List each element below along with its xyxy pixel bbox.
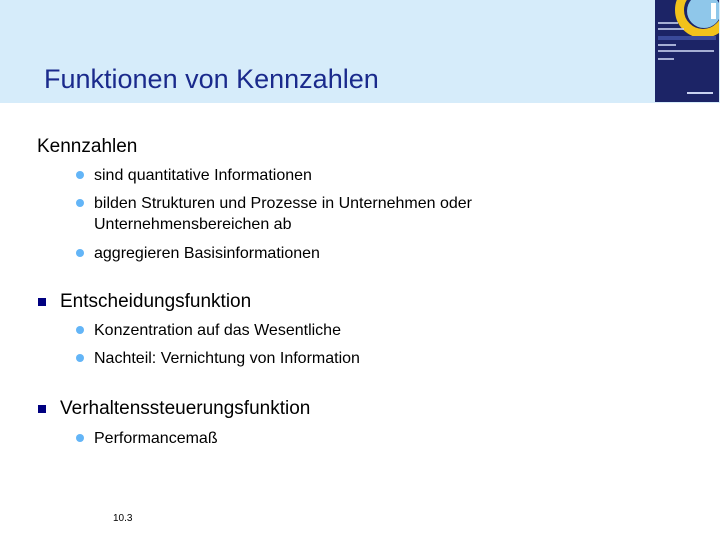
intro-bullet-2: bilden Strukturen und Prozesse in Unternehmen oder Unternehmensbereichen ab <box>94 195 472 233</box>
page-number: 10.3 <box>113 513 133 524</box>
round-bullet <box>76 171 84 179</box>
round-bullet <box>76 199 84 207</box>
square-bullet <box>38 405 46 413</box>
intro-heading: Kennzahlen <box>37 136 138 157</box>
square-bullet <box>38 298 46 306</box>
section-1-bullet-1: Konzentration auf das Wesentliche <box>94 322 341 339</box>
intro-bullet-3: aggregieren Basisinformationen <box>94 245 320 262</box>
section-verhaltenssteuerungsfunktion: Verhaltenssteuerungsfunktion <box>60 398 311 419</box>
slide-title: Funktionen von Kennzahlen <box>44 64 379 94</box>
section-1-bullet-2: Nachteil: Vernichtung von Information <box>94 350 360 367</box>
round-bullet <box>76 354 84 362</box>
section-entscheidungsfunktion: Entscheidungsfunktion <box>60 291 252 312</box>
section-2-bullet-1: Performancemaß <box>94 430 218 447</box>
intro-bullet-1: sind quantitative Informationen <box>94 167 312 184</box>
round-bullet <box>76 326 84 334</box>
round-bullet <box>76 249 84 257</box>
round-bullet <box>76 434 84 442</box>
